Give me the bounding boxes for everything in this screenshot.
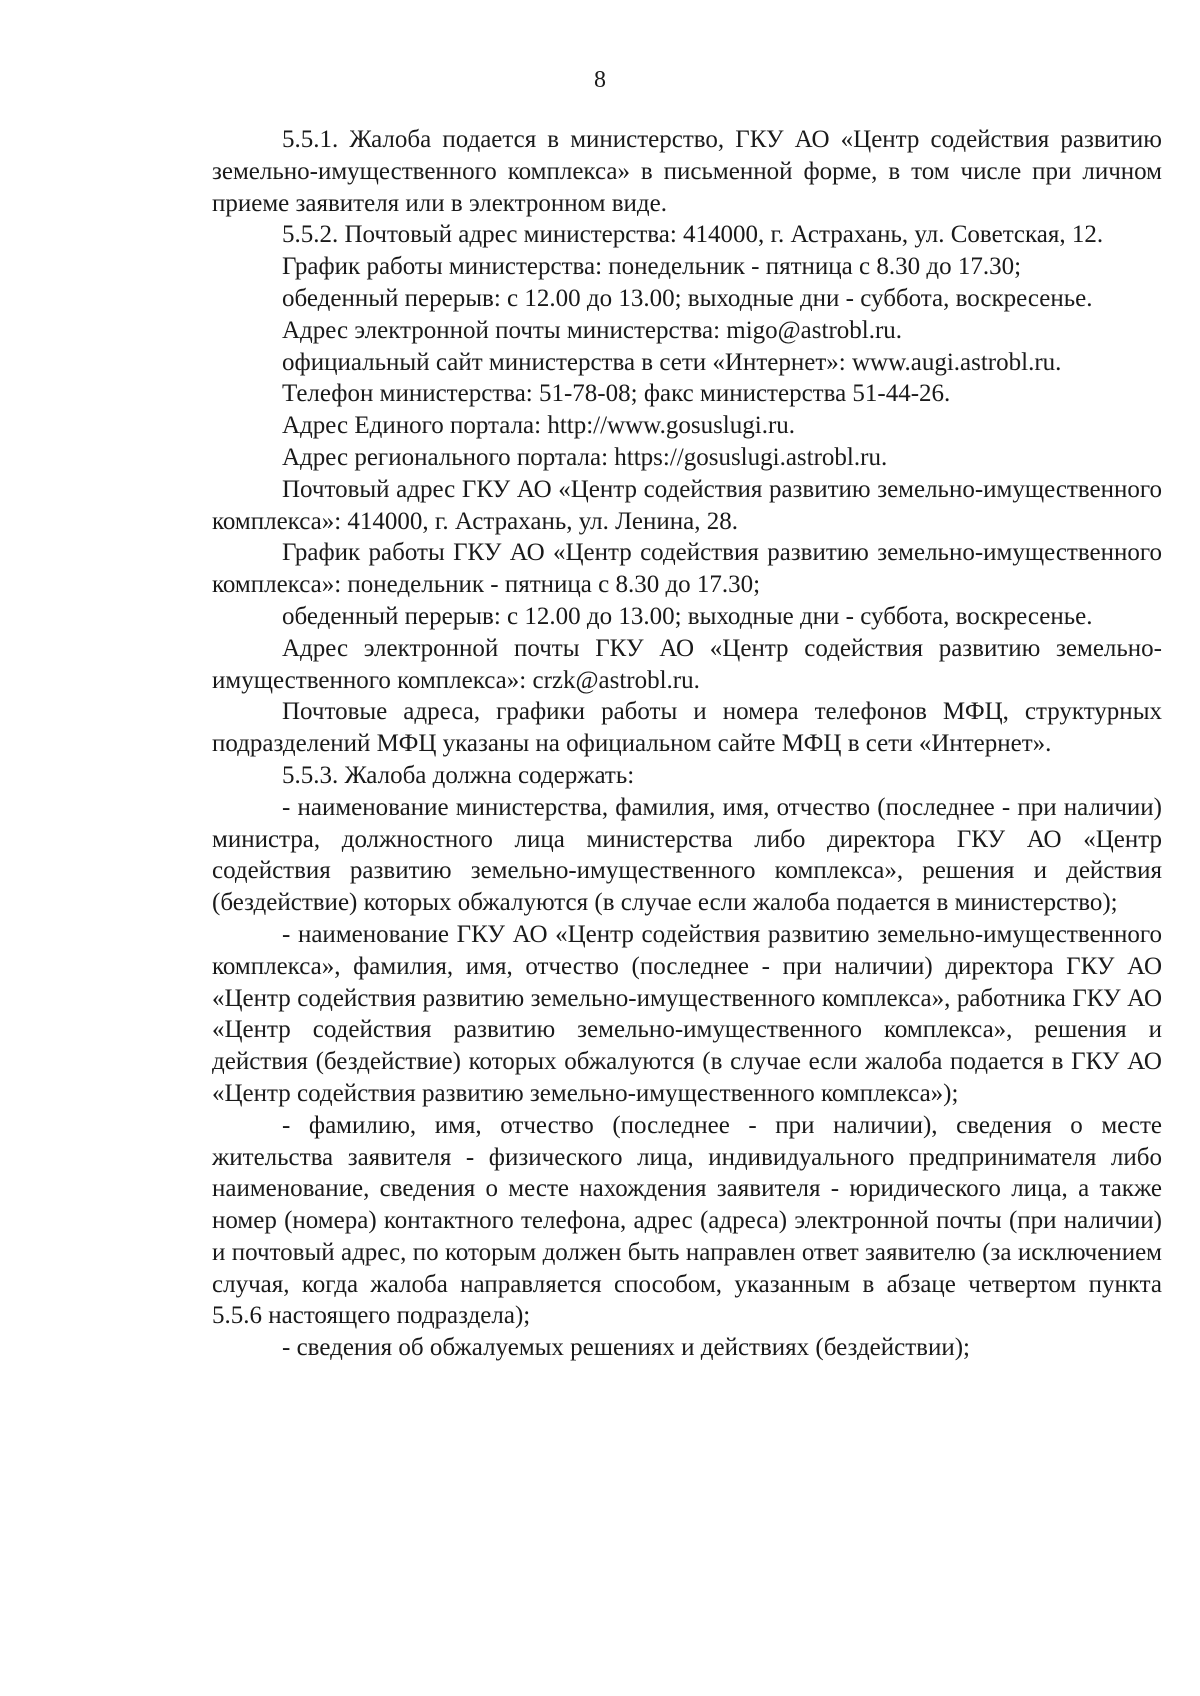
paragraph-center-address: Почтовый адрес ГКУ АО «Центр содействия развитию земельно-имущественного комплекса»: 414000, г. Астрахань, ул. Ленина, 28. [212,475,1162,535]
list-item-ministry-name: - наименование министерства, фамилия, имя, отчество (последнее - при наличии) министра, должностного лица министерства либо директора ГКУ АО «Центр содействия развитию земельно-имущественного комплекса», решения и действия (бездействие) которых обжалуются (в случае если жалоба подается в министерство); [212,793,1162,917]
paragraph-unified-portal: Адрес Единого портала: http://www.gosuslugi.ru. [282,412,796,440]
paragraph-center-email: Адрес электронной почты ГКУ АО «Центр содействия развитию земельно-имущественного комплекса»: crzk@astrobl.ru. [212,634,1162,694]
paragraph-center-schedule: График работы ГКУ АО «Центр содействия развитию земельно-имущественного комплекса»: понедельник - пятница с 8.30 до 17.30; [212,539,1162,599]
list-item-appealed-decisions: - сведения об обжалуемых решениях и действиях (бездействии); [282,1334,971,1362]
list-item-applicant-info: - фамилию, имя, отчество (последнее - при наличии), сведения о месте жительства заявителя - физического лица, индивидуального предпринимателя либо наименование, сведения о месте нахождения заявителя - юридического лица, а также номер (номера) контактного телефона, адрес (адреса) электронной почты (при наличии) и почтовый адрес, по которым должен быть направлен ответ заявителю (за исключением случая, когда жалоба направляется способом, указанным в абзаце четвертом пункта 5.5.6 настоящего подраздела); [212,1111,1162,1330]
document-body [212,124,1162,1364]
paragraph-ministry-break: обеденный перерыв: с 12.00 до 13.00; выходные дни - суббота, воскресенье. [282,284,1093,312]
list-item-center-name: - наименование ГКУ АО «Центр содействия развитию земельно-имущественного комплекса», фамилия, имя, отчество (последнее - при наличии) директора ГКУ АО «Центр содействия развитию земельно-имущественного комплекса», работника ГКУ АО «Центр содействия развитию земельно-имущественного комплекса», решения и действия (бездействие) которых обжалуются (в случае если жалоба подается в ГКУ АО «Центр содействия развитию земельно-имущественного комплекса»); [212,920,1162,1107]
paragraph-5-5-2: 5.5.2. Почтовый адрес министерства: 414000, г. Астрахань, ул. Советская, 12. [282,221,1104,249]
paragraph-center-break: обеденный перерыв: с 12.00 до 13.00; выходные дни - суббота, воскресенье. [282,602,1093,630]
paragraph-ministry-email: Адрес электронной почты министерства: migo@astrobl.ru. [282,316,903,344]
paragraph-5-5-3: 5.5.3. Жалоба должна содержать: [282,761,635,789]
paragraph-regional-portal: Адрес регионального портала: https://gosuslugi.astrobl.ru. [282,443,888,471]
page-number: 8 [594,67,606,93]
paragraph-ministry-website: официальный сайт министерства в сети «Интернет»: www.augi.astrobl.ru. [282,348,1062,376]
paragraph-mfc-info: Почтовые адреса, графики работы и номера телефонов МФЦ, структурных подразделений МФЦ указаны на официальном сайте МФЦ в сети «Интернет». [212,698,1162,758]
paragraph-ministry-phone: Телефон министерства: 51-78-08; факс министерства 51-44-26. [282,380,951,408]
paragraph-5-5-1: 5.5.1. Жалоба подается в министерство, ГКУ АО «Центр содействия развитию земельно-имущественного комплекса» в письменной форме, в том числе при личном приеме заявителя или в электронном виде. [212,126,1162,217]
paragraph-ministry-schedule: График работы министерства: понедельник - пятница с 8.30 до 17.30; [282,253,1022,281]
